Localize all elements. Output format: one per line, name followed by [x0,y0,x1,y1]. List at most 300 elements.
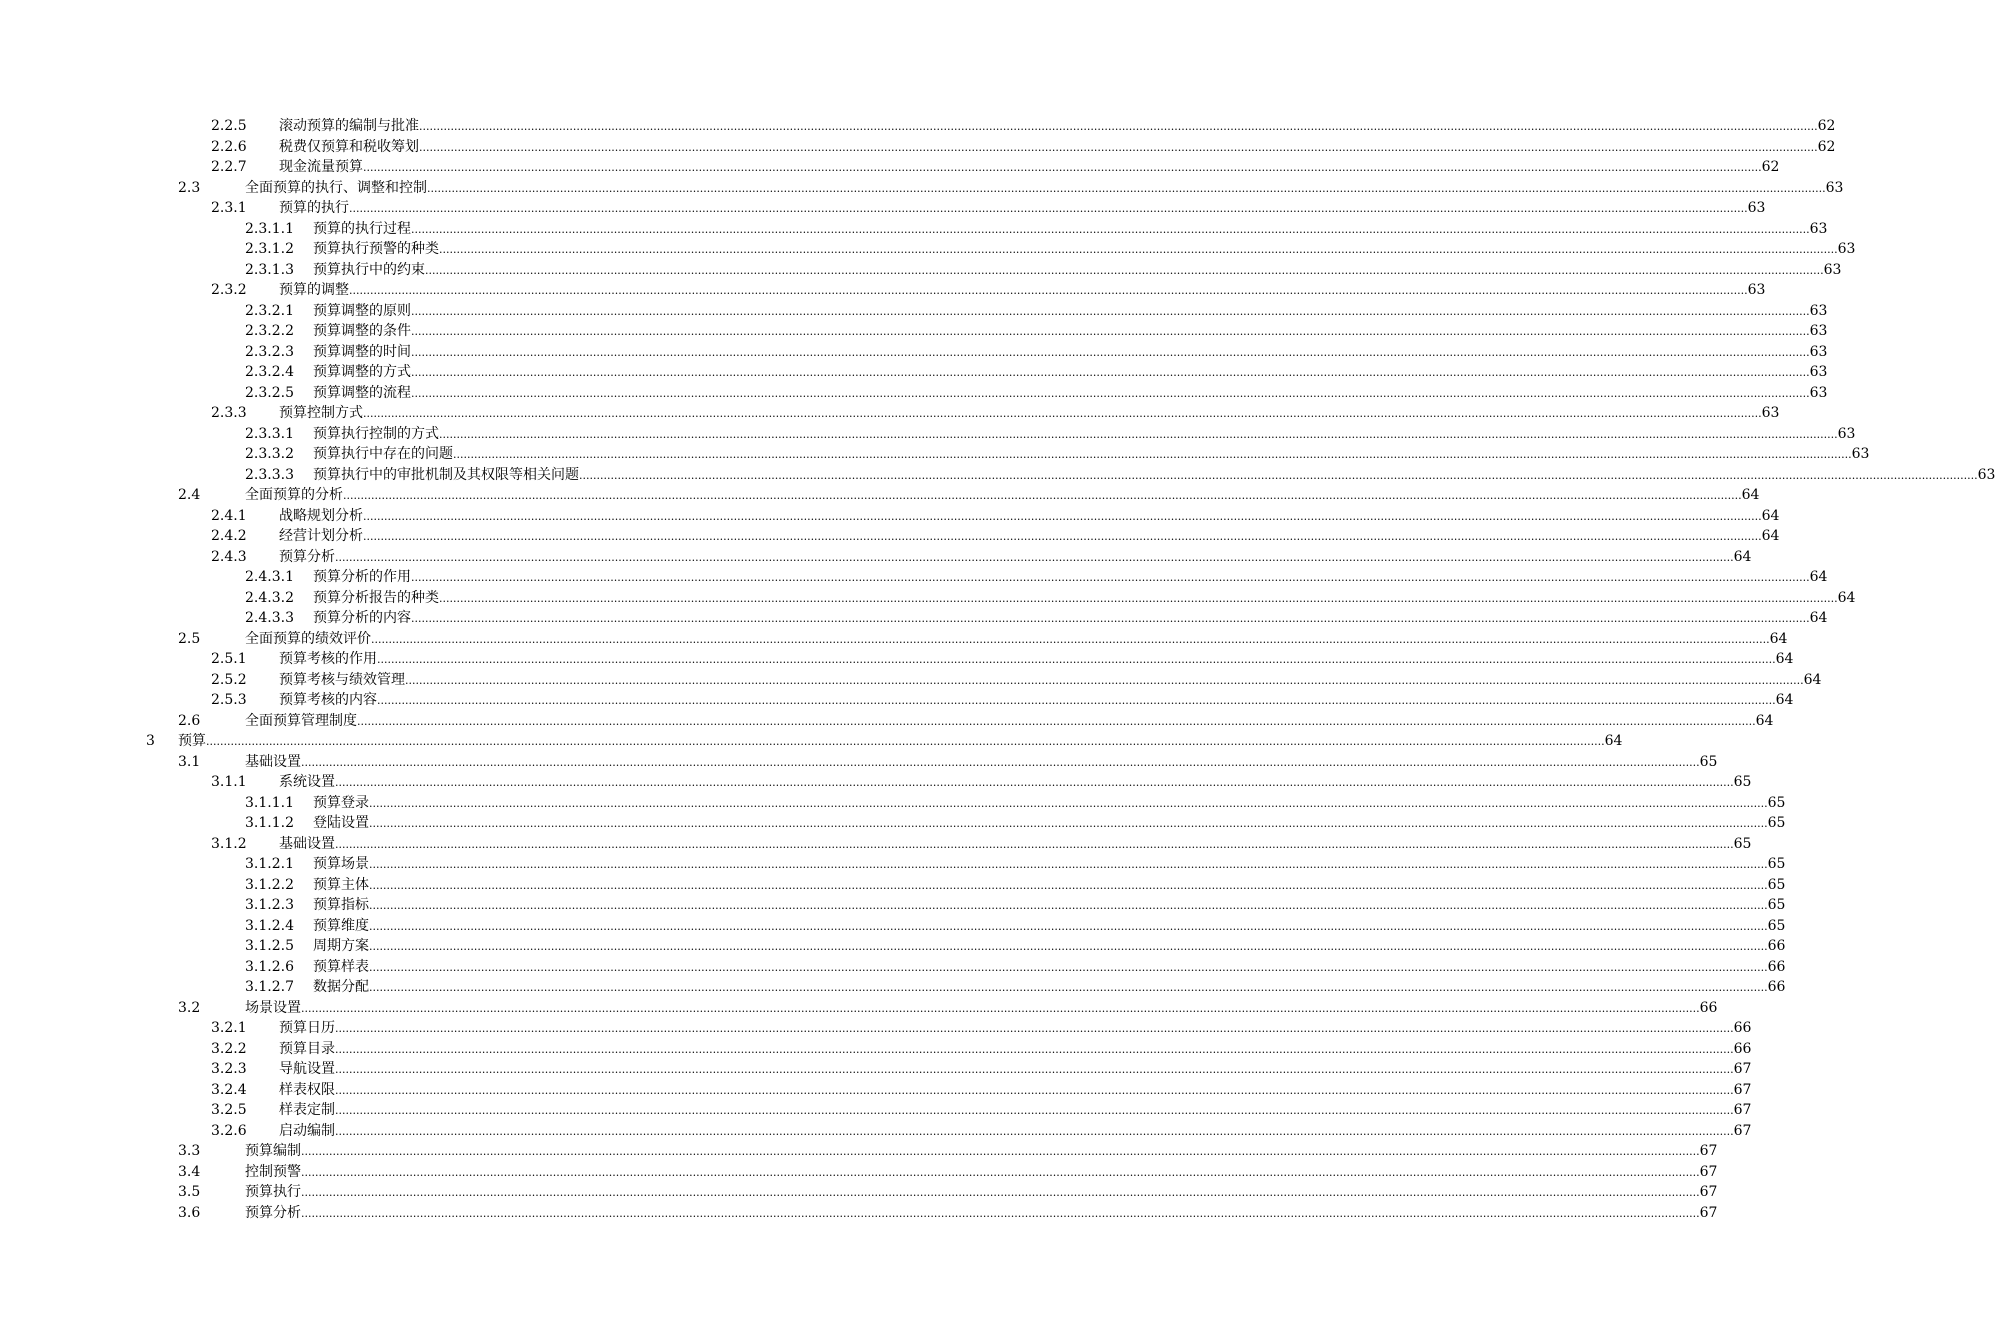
toc-entry[interactable] [0,1203,1718,1224]
toc-entry[interactable] [0,875,1786,896]
toc-entry-page: 64 [1775,692,1794,708]
toc-entry-page: 67 [1733,1061,1752,1077]
toc-entry-title: 经营计划分析 [279,528,363,544]
toc-entry-line [279,649,1794,671]
toc-entry-line [313,608,1828,630]
dot-leader: ................................................................................................................................................................................................................................................................................................................................................................................................................ [439,243,1838,256]
toc-entry-line [279,116,1836,138]
dot-leader: ................................................................................................................................................................................................................................................................................................................................................................................................................ [411,386,1810,400]
toc-entry-title: 预算调整的原则 [313,302,411,319]
toc-entry[interactable] [0,342,1828,363]
toc-entry[interactable] [0,1080,1752,1101]
toc-entry-title: 全面预算的分析 [245,487,343,503]
dot-leader: ................................................................................................................................................................................................................................................................................................................................................................................................................ [301,1206,1700,1220]
toc-entry[interactable] [0,1182,1718,1203]
toc-entry-page: 65 [1733,835,1752,852]
toc-entry-title: 全面预算管理制度 [245,712,357,729]
toc-entry-line [279,137,1836,159]
toc-entry-number: 2.2.5 [211,118,247,134]
toc-entry[interactable] [0,711,1774,732]
toc-entry-page: 64 [1769,630,1788,647]
toc-entry-number: 2.4.3.2 [245,589,294,606]
toc-entry-title: 预算样表 [313,958,369,975]
toc-entry-line [279,1100,1752,1122]
toc-entry-page: 63 [1747,200,1766,216]
toc-entry-page: 64 [1733,548,1752,565]
toc-entry-number: 2.5 [178,630,201,647]
toc-entry-number: 3.1.2.6 [245,958,294,975]
toc-entry[interactable] [0,137,1836,158]
toc-entry-title: 预算调整的流程 [313,384,411,401]
dot-leader: ................................................................................................................................................................................................................................................................................................................................................................................................................ [411,345,1810,359]
toc-entry-page: 65 [1767,876,1786,893]
toc-entry[interactable] [0,567,1828,588]
dot-leader: ................................................................................................................................................................................................................................................................................................................................................................................................................ [301,1186,1700,1199]
toc-entry-line [313,813,1786,835]
toc-entry-number: 3.3 [178,1143,201,1159]
toc-entry-page: 67 [1699,1163,1718,1180]
dot-leader: ................................................................................................................................................................................................................................................................................................................................................................................................................ [377,694,1776,707]
toc-entry-page: 65 [1767,917,1786,934]
toc-entry-number: 2.3.2.4 [245,364,294,380]
toc-entry-number: 2.3.3 [211,405,247,421]
dot-leader: ................................................................................................................................................................................................................................................................................................................................................................................................................ [301,1001,1700,1015]
toc-entry-number: 2.5.3 [211,692,247,708]
dot-leader: ................................................................................................................................................................................................................................................................................................................................................................................................................ [369,940,1768,953]
toc-entry-page: 67 [1699,1204,1718,1221]
toc-entry-number: 2.3.3.2 [245,446,294,462]
toc-entry-page: 65 [1767,897,1786,913]
toc-entry-number: 3.2.2 [211,1040,247,1057]
toc-entry[interactable] [0,403,1780,424]
toc-entry-title: 预算编制 [245,1143,301,1159]
toc-entry-line [313,854,1786,876]
toc-entry-page: 63 [1809,343,1828,360]
toc-entry-title: 预算分析 [245,1204,301,1221]
toc-entry[interactable] [0,1018,1752,1039]
toc-entry-title: 预算主体 [313,876,369,893]
dot-leader: ................................................................................................................................................................................................................................................................................................................................................................................................................ [419,140,1818,154]
toc-entry-number: 2.3.3.3 [245,466,294,483]
toc-entry[interactable] [0,834,1752,855]
toc-entry-number: 3.1.2.1 [245,856,294,872]
dot-leader: ................................................................................................................................................................................................................................................................................................................................................................................................................ [363,509,1762,523]
toc-entry-line [245,1182,1718,1204]
toc-entry-title: 预算执行中存在的问题 [313,446,453,462]
toc-entry[interactable] [0,321,1828,342]
dot-leader: ................................................................................................................................................................................................................................................................................................................................................................................................................ [369,981,1768,994]
dot-leader: ................................................................................................................................................................................................................................................................................................................................................................................................................ [369,899,1768,912]
dot-leader: ................................................................................................................................................................................................................................................................................................................................................................................................................ [363,407,1762,420]
dot-leader: ................................................................................................................................................................................................................................................................................................................................................................................................................ [363,530,1762,543]
toc-entry-title: 现金流量预算 [279,159,363,175]
toc-entry[interactable] [0,116,1836,137]
dot-leader: ................................................................................................................................................................................................................................................................................................................................................................................................................ [301,755,1700,769]
toc-entry-title: 预算执行中的审批机制及其权限等相关问题 [313,466,579,483]
toc-entry-line [245,1203,1718,1225]
toc-entry-number: 3.1.2 [211,835,247,852]
toc-entry-title: 全面预算的执行、调整和控制 [245,179,427,196]
toc-entry-line [279,1080,1752,1102]
dot-leader: ................................................................................................................................................................................................................................................................................................................................................................................................................ [411,325,1810,338]
toc-entry-number: 3.1.2.3 [245,897,294,913]
toc-entry-page: 67 [1733,1102,1752,1118]
toc-entry-number: 3.2 [178,999,201,1016]
toc-entry-line [245,629,1788,651]
toc-entry[interactable] [0,916,1786,937]
toc-entry-title: 基础设置 [279,835,335,852]
toc-entry-title: 预算分析报告的种类 [313,589,439,606]
toc-entry[interactable] [0,178,1844,199]
toc-entry[interactable] [0,936,1786,957]
dot-leader: ................................................................................................................................................................................................................................................................................................................................................................................................................ [411,612,1810,625]
dot-leader: ................................................................................................................................................................................................................................................................................................................................................................................................................ [369,796,1768,810]
toc-entry-title: 登陆设置 [313,815,369,831]
toc-entry[interactable] [0,588,1856,609]
toc-entry-page: 63 [1851,446,1870,462]
toc-entry-page: 64 [1809,569,1828,585]
dot-leader: ................................................................................................................................................................................................................................................................................................................................................................................................................ [371,632,1770,646]
toc-entry-line [279,280,1766,302]
dot-leader: ................................................................................................................................................................................................................................................................................................................................................................................................................ [411,222,1810,236]
toc-entry[interactable] [0,301,1828,322]
toc-entry-line [313,588,1856,610]
toc-entry-number: 2.4.3.3 [245,610,294,626]
toc-entry-page: 66 [1767,938,1786,954]
toc-entry-number: 3.1.1 [211,774,247,790]
toc-entry-line [245,1141,1718,1163]
toc-entry-page: 65 [1767,856,1786,872]
toc-entry-number: 2.3 [178,179,201,196]
toc-entry-title: 基础设置 [245,753,301,770]
toc-entry-page: 63 [1837,241,1856,257]
toc-entry-page: 66 [1767,979,1786,995]
toc-entry-line [279,772,1752,794]
toc-entry-page: 63 [1823,261,1842,278]
toc-entry-line [313,342,1828,364]
toc-entry-page: 62 [1817,138,1836,155]
toc-entry-number: 3.1 [178,753,201,770]
toc-entry-line [313,444,1870,466]
toc-entry-line [279,1018,1752,1040]
toc-entry-title: 预算调整的方式 [313,364,411,380]
toc-entry[interactable] [0,793,1786,814]
dot-leader: ................................................................................................................................................................................................................................................................................................................................................................................................................ [411,366,1810,379]
toc-entry-title: 控制预警 [245,1163,301,1180]
dot-leader: ................................................................................................................................................................................................................................................................................................................................................................................................................ [335,837,1734,851]
toc-entry[interactable] [0,465,1995,486]
toc-entry-number: 3.2.4 [211,1081,247,1098]
toc-entry-title: 预算调整的条件 [313,323,411,339]
dot-leader: ................................................................................................................................................................................................................................................................................................................................................................................................................ [369,878,1768,892]
toc-entry-number: 3.1.2.4 [245,917,294,934]
toc-entry-line [313,895,1786,917]
toc-entry-line [313,977,1786,999]
toc-entry-number: 3.2.1 [211,1020,247,1036]
dot-leader: ................................................................................................................................................................................................................................................................................................................................................................................................................ [335,1042,1734,1056]
toc-entry-line [245,178,1844,200]
toc-entry-title: 预算执行控制的方式 [313,425,439,442]
dot-leader: ................................................................................................................................................................................................................................................................................................................................................................................................................ [363,161,1762,174]
toc-entry-page: 63 [1809,323,1828,339]
toc-entry-line [279,506,1780,528]
toc-entry-title: 数据分配 [313,979,369,995]
toc-entry[interactable] [0,629,1788,650]
toc-entry-page: 63 [1809,384,1828,401]
toc-entry-line [279,1039,1752,1061]
toc-entry-number: 2.4.1 [211,507,247,524]
toc-entry-line [279,198,1766,220]
toc-entry-title: 样表权限 [279,1081,335,1098]
toc-entry-number: 3.1.1.1 [245,794,294,811]
toc-entry-line [279,157,1780,179]
toc-entry-number: 2.3.1.2 [245,241,294,257]
toc-entry-page: 62 [1817,118,1836,134]
toc-entry-number: 2.3.2.1 [245,302,294,319]
toc-entry-page: 67 [1699,1184,1718,1200]
toc-entry[interactable] [0,219,1828,240]
toc-entry-line [279,547,1752,569]
toc-entry[interactable] [0,157,1780,178]
toc-entry-page: 66 [1733,1020,1752,1036]
toc-entry-line [245,485,1760,507]
toc-entry-title: 预算考核的作用 [279,651,377,667]
toc-entry-page: 65 [1733,774,1752,790]
toc-entry[interactable] [0,198,1766,219]
toc-entry-title: 预算分析的内容 [313,610,411,626]
toc-entry-line [313,239,1856,261]
toc-entry-number: 3.5 [178,1184,201,1200]
toc-entry-page: 64 [1604,733,1623,749]
toc-entry-title: 预算场景 [313,856,369,872]
toc-entry-page: 67 [1733,1081,1752,1098]
toc-entry-title: 预算日历 [279,1020,335,1036]
toc-entry-title: 启动编制 [279,1122,335,1139]
toc-entry[interactable] [0,485,1760,506]
toc-entry[interactable] [0,854,1786,875]
dot-leader: ................................................................................................................................................................................................................................................................................................................................................................................................................ [369,960,1768,974]
toc-entry-title: 预算登录 [313,794,369,811]
dot-leader: ................................................................................................................................................................................................................................................................................................................................................................................................................ [335,1104,1734,1117]
toc-entry-page: 63 [1809,364,1828,380]
toc-entry-page: 66 [1699,999,1718,1016]
toc-entry[interactable] [0,547,1752,568]
toc-entry-page: 63 [1761,405,1780,421]
toc-entry-line [313,936,1786,958]
dot-leader: ................................................................................................................................................................................................................................................................................................................................................................................................................ [349,284,1748,297]
toc-entry-title: 预算执行 [245,1184,301,1200]
toc-entry-title: 预算 [178,733,206,749]
toc-entry-line [313,321,1828,343]
dot-leader: ................................................................................................................................................................................................................................................................................................................................................................................................................ [425,263,1824,277]
toc-entry-page: 64 [1761,528,1780,544]
toc-entry-title: 预算维度 [313,917,369,934]
toc-entry[interactable] [0,1141,1718,1162]
toc-entry-number: 2.5.1 [211,651,247,667]
toc-entry[interactable] [0,1162,1718,1183]
toc-entry-line [313,301,1828,323]
toc-entry-line [313,219,1828,241]
toc-entry-number: 2.3.1.1 [245,220,294,237]
toc-entry[interactable] [0,998,1718,1019]
toc-entry[interactable] [0,772,1752,793]
toc-entry-title: 滚动预算的编制与批准 [279,118,419,134]
toc-entry-page: 67 [1733,1122,1752,1139]
toc-entry-title: 预算的执行过程 [313,220,411,237]
toc-entry-line [245,711,1774,733]
toc-entry[interactable] [0,280,1766,301]
toc-entry-number: 2.4.3.1 [245,569,294,585]
toc-entry[interactable] [0,608,1828,629]
toc-entry-number: 3.1.2.5 [245,938,294,954]
toc-entry-page: 67 [1699,1143,1718,1159]
toc-entry-number: 2.2.6 [211,138,247,155]
toc-entry[interactable] [0,670,1822,691]
toc-entry-page: 64 [1755,712,1774,729]
toc-entry-number: 3 [146,733,155,749]
dot-leader: ................................................................................................................................................................................................................................................................................................................................................................................................................ [335,1124,1734,1138]
toc-entry-page: 65 [1699,753,1718,770]
dot-leader: ................................................................................................................................................................................................................................................................................................................................................................................................................ [453,448,1852,461]
toc-entry[interactable] [0,444,1870,465]
toc-entry-page: 62 [1761,159,1780,175]
toc-entry-line [279,1059,1752,1081]
toc-entry[interactable] [0,690,1794,711]
toc-entry-line [245,752,1718,774]
toc-entry-line [245,1162,1718,1184]
dot-leader: ................................................................................................................................................................................................................................................................................................................................................................................................................ [335,1083,1734,1097]
toc-entry[interactable] [0,1121,1752,1142]
toc-entry-title: 预算的执行 [279,200,349,216]
toc-entry-page: 66 [1733,1040,1752,1057]
dot-leader: ................................................................................................................................................................................................................................................................................................................................................................................................................ [335,1022,1734,1035]
toc-entry-line [313,957,1786,979]
toc-entry-number: 2.2.7 [211,159,247,175]
toc-entry[interactable] [0,239,1856,260]
toc-entry-page: 64 [1775,651,1794,667]
toc-entry-number: 2.3.3.1 [245,425,294,442]
toc-entry-line [279,670,1822,692]
toc-entry-title: 预算考核的内容 [279,692,377,708]
toc-entry-line [279,690,1794,712]
dot-leader: ................................................................................................................................................................................................................................................................................................................................................................................................................ [579,468,1978,482]
dot-leader: ................................................................................................................................................................................................................................................................................................................................................................................................................ [335,776,1734,789]
toc-entry[interactable] [0,1039,1752,1060]
dot-leader: ................................................................................................................................................................................................................................................................................................................................................................................................................ [301,1165,1700,1179]
toc-entry-title: 系统设置 [279,774,335,790]
toc-entry-line [313,362,1828,384]
toc-entry-page: 63 [1809,220,1828,237]
toc-entry-page: 63 [1747,282,1766,298]
toc-entry-line [313,916,1786,938]
toc-entry[interactable] [0,424,1856,445]
toc-entry[interactable] [0,813,1786,834]
toc-entry-title: 场景设置 [245,999,301,1016]
toc-entry-page: 64 [1741,487,1760,503]
toc-entry-page: 65 [1767,815,1786,831]
toc-entry-page: 63 [1809,302,1828,319]
toc-entry-page: 64 [1761,507,1780,524]
toc-entry-number: 3.4 [178,1163,201,1180]
toc-entry-number: 2.6 [178,712,201,729]
toc-entry-line [313,465,1995,487]
toc-entry-number: 2.3.1 [211,200,247,216]
toc-entry-title: 预算目录 [279,1040,335,1057]
toc-entry[interactable] [0,649,1794,670]
toc-entry-number: 3.1.1.2 [245,815,294,831]
toc-entry[interactable] [0,895,1786,916]
toc-entry-number: 3.1.2.7 [245,979,294,995]
toc-entry-title: 全面预算的绩效评价 [245,630,371,647]
toc-entry-page: 66 [1767,958,1786,975]
toc-entry-number: 2.3.2.5 [245,384,294,401]
toc-entry-page: 63 [1837,425,1856,442]
toc-entry-title: 税费仅预算和税收筹划 [279,138,419,155]
toc-entry-line [245,998,1718,1020]
toc-entry-number: 3.6 [178,1204,201,1221]
toc-entry[interactable] [0,977,1786,998]
toc-entry-number: 3.2.6 [211,1122,247,1139]
toc-entry-number: 3.1.2.2 [245,876,294,893]
toc-entry-title: 预算调整的时间 [313,343,411,360]
toc-entry-page: 64 [1803,671,1822,688]
toc-entry-title: 预算的调整 [279,282,349,298]
toc-entry-line [313,260,1842,282]
dot-leader: ................................................................................................................................................................................................................................................................................................................................................................................................................ [369,858,1768,871]
toc-entry-number: 2.3.1.3 [245,261,294,278]
toc-entry-number: 2.3.2 [211,282,247,298]
toc-entry[interactable] [0,383,1828,404]
toc-entry-title: 样表定制 [279,1102,335,1118]
dot-leader: ................................................................................................................................................................................................................................................................................................................................................................................................................ [405,673,1804,687]
toc-entry[interactable] [0,526,1780,547]
dot-leader: ................................................................................................................................................................................................................................................................................................................................................................................................................ [301,1145,1700,1158]
dot-leader: ................................................................................................................................................................................................................................................................................................................................................................................................................ [439,591,1838,605]
toc-entry-line [313,793,1786,815]
toc-entry-number: 3.2.5 [211,1102,247,1118]
toc-entry-title: 预算执行预警的种类 [313,241,439,257]
toc-entry-page: 63 [1977,466,1995,483]
toc-entry-line [279,1121,1752,1143]
toc-entry[interactable] [0,957,1786,978]
toc-entry[interactable] [0,1100,1752,1121]
toc-entry-number: 2.4 [178,487,201,503]
toc-entry[interactable] [0,731,1623,752]
toc-entry[interactable] [0,1059,1752,1080]
toc-entry-line [313,424,1856,446]
toc-entry-line [313,567,1828,589]
dot-leader: ................................................................................................................................................................................................................................................................................................................................................................................................................ [349,202,1748,215]
dot-leader: ................................................................................................................................................................................................................................................................................................................................................................................................................ [335,1063,1734,1076]
toc-entry[interactable] [0,260,1842,281]
toc-entry[interactable] [0,362,1828,383]
toc-entry-title: 预算分析的作用 [313,569,411,585]
toc-entry-line [279,403,1780,425]
toc-entry-title: 预算考核与绩效管理 [279,671,405,688]
dot-leader: ................................................................................................................................................................................................................................................................................................................................................................................................................ [377,653,1776,666]
toc-entry[interactable] [0,506,1780,527]
dot-leader: ................................................................................................................................................................................................................................................................................................................................................................................................................ [335,550,1734,564]
toc-entry-title: 预算指标 [313,897,369,913]
toc-entry-page: 64 [1809,610,1828,626]
toc-entry-title: 周期方案 [313,938,369,954]
toc-entry-title: 预算执行中的约束 [313,261,425,278]
dot-leader: ................................................................................................................................................................................................................................................................................................................................................................................................................ [206,735,1605,748]
toc-entry-number: 2.5.2 [211,671,247,688]
toc-entry[interactable] [0,752,1718,773]
toc-entry-number: 2.3.2.2 [245,323,294,339]
toc-entry-line [279,834,1752,856]
